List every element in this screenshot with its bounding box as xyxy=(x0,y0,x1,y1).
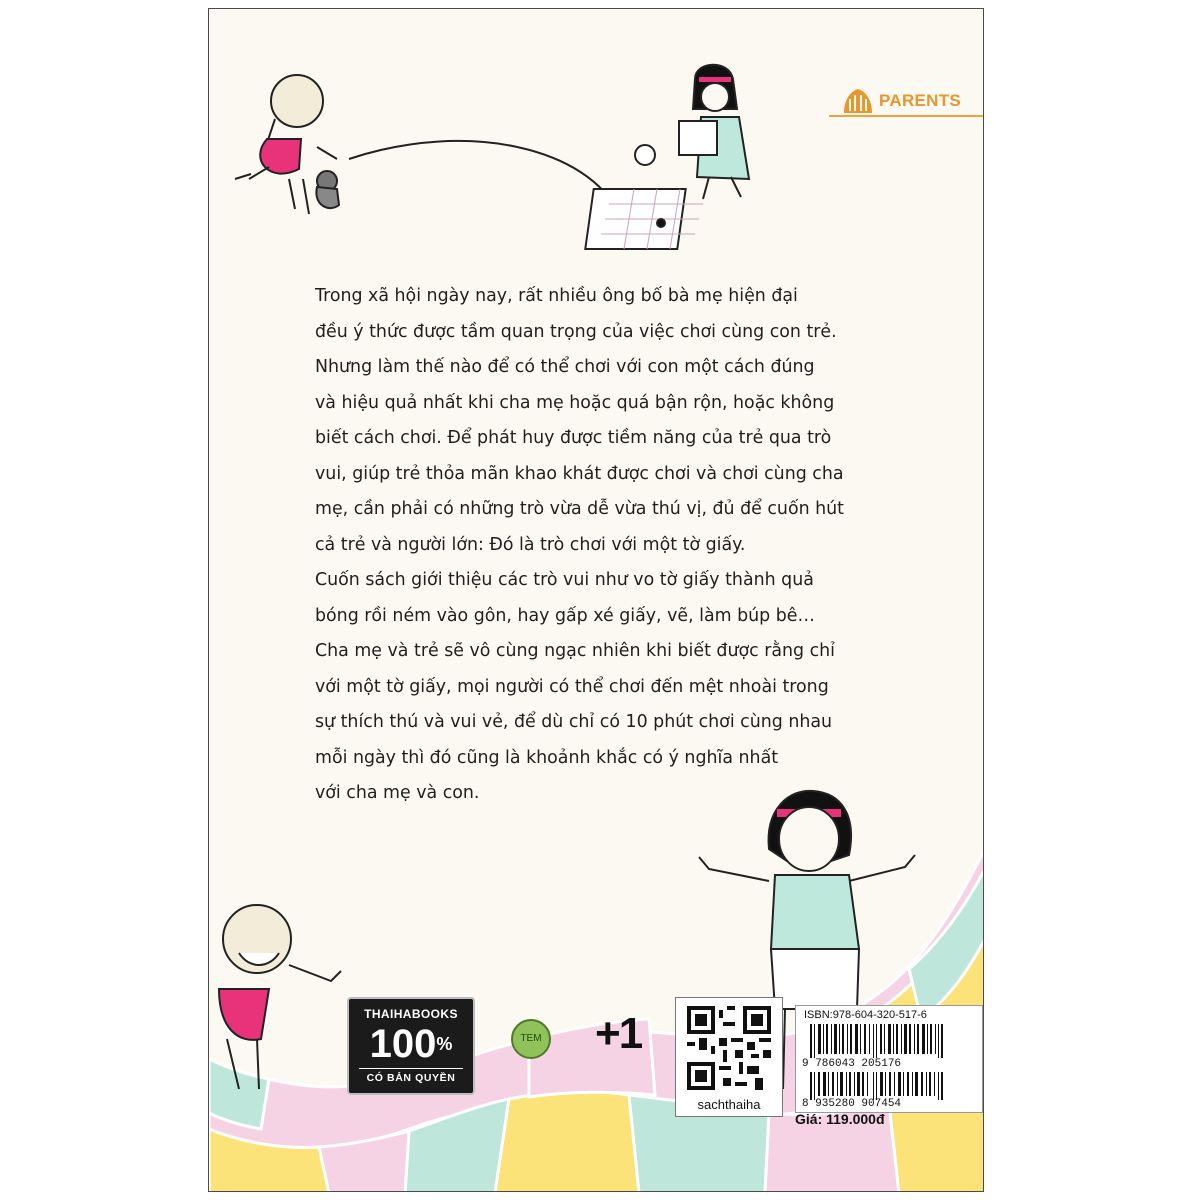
badge-caption: CÓ BẢN QUYỀN xyxy=(359,1068,463,1084)
isbn-barcode-icon xyxy=(804,1024,974,1058)
description-line: bóng rồi ném vào gôn, hay gấp xé giấy, vẽ, làm búp bê… xyxy=(315,605,815,626)
description-line: Cuốn sách giới thiệu các trò vui như vo tờ giấy thành quả xyxy=(315,570,814,590)
girl-playing-with-cat-illustration xyxy=(235,75,619,214)
description-line: Trong xã hội ngày nay, rất nhiều ông bố bà mẹ hiện đại xyxy=(315,286,798,306)
isbn-number: ISBN:978-604-320-517-6 xyxy=(804,1009,927,1021)
qr-caption: sachthaiha xyxy=(697,1097,761,1112)
copyright-badge xyxy=(347,997,475,1095)
publisher-brand xyxy=(829,85,983,117)
description-line: và hiệu quả nhất khi cha mẹ hoặc quá bận rộn, hoặc không xyxy=(315,392,835,413)
girl-drawing-grid-illustration xyxy=(585,65,749,249)
description-line: cả trẻ và người lớn: Đó là trò chơi với một tờ giấy. xyxy=(315,534,746,555)
qr-code-box xyxy=(675,997,783,1117)
description-line: mỗi ngày thì đó cũng là khoảnh khắc có ý nghĩa nhất xyxy=(315,747,779,768)
description-line: vui, giúp trẻ thỏa mãn khao khát được chơi và chơi cùng cha xyxy=(315,463,844,484)
barcode-digits-isbn: 9 786043 205176 xyxy=(802,1058,902,1070)
badge-percentage xyxy=(349,1023,473,1065)
book-back-cover xyxy=(208,8,984,1192)
board-square-plus-one: +1 xyxy=(595,1009,642,1058)
qr-code-icon xyxy=(687,1006,771,1090)
isbn-barcode-box xyxy=(795,1005,983,1113)
description-line: với cha mẹ và con. xyxy=(315,783,480,803)
hands-book-logo-icon xyxy=(841,85,875,115)
brand-label: PARENTS xyxy=(879,91,962,110)
authenticity-stamp: TEM xyxy=(511,1019,551,1059)
book-price: Giá: 119.000đ xyxy=(795,1111,885,1127)
description-line: Nhưng làm thế nào để có thể chơi với con một cách đúng xyxy=(315,357,815,377)
badge-number: 100 xyxy=(369,1022,437,1066)
badge-publisher: THAIHABOOKS xyxy=(364,1007,458,1021)
description-line: với một tờ giấy, mọi người có thể chơi đến mệt nhoài trong xyxy=(315,676,829,697)
description-line: biết cách chơi. Để phát huy được tiềm năng của trẻ qua trò xyxy=(315,428,832,448)
badge-percent-sign: % xyxy=(436,1034,453,1054)
book-description xyxy=(315,279,875,812)
description-line: đều ý thức được tầm quan trọng của việc chơi cùng con trẻ. xyxy=(315,321,837,342)
girl-smiling-illustration xyxy=(219,905,341,1089)
description-line: mẹ, cần phải có những trò vừa dễ vừa thú vị, đủ để cuốn hút xyxy=(315,499,845,519)
description-line: sự thích thú và vui vẻ, để dù chỉ có 10 phút chơi cùng nhau xyxy=(315,712,833,732)
retail-barcode-icon xyxy=(804,1072,974,1100)
barcode-digits-retail: 8 935280 907454 xyxy=(802,1098,902,1110)
description-line: Cha mẹ và trẻ sẽ vô cùng ngạc nhiên khi biết được rằng chỉ xyxy=(315,641,836,661)
